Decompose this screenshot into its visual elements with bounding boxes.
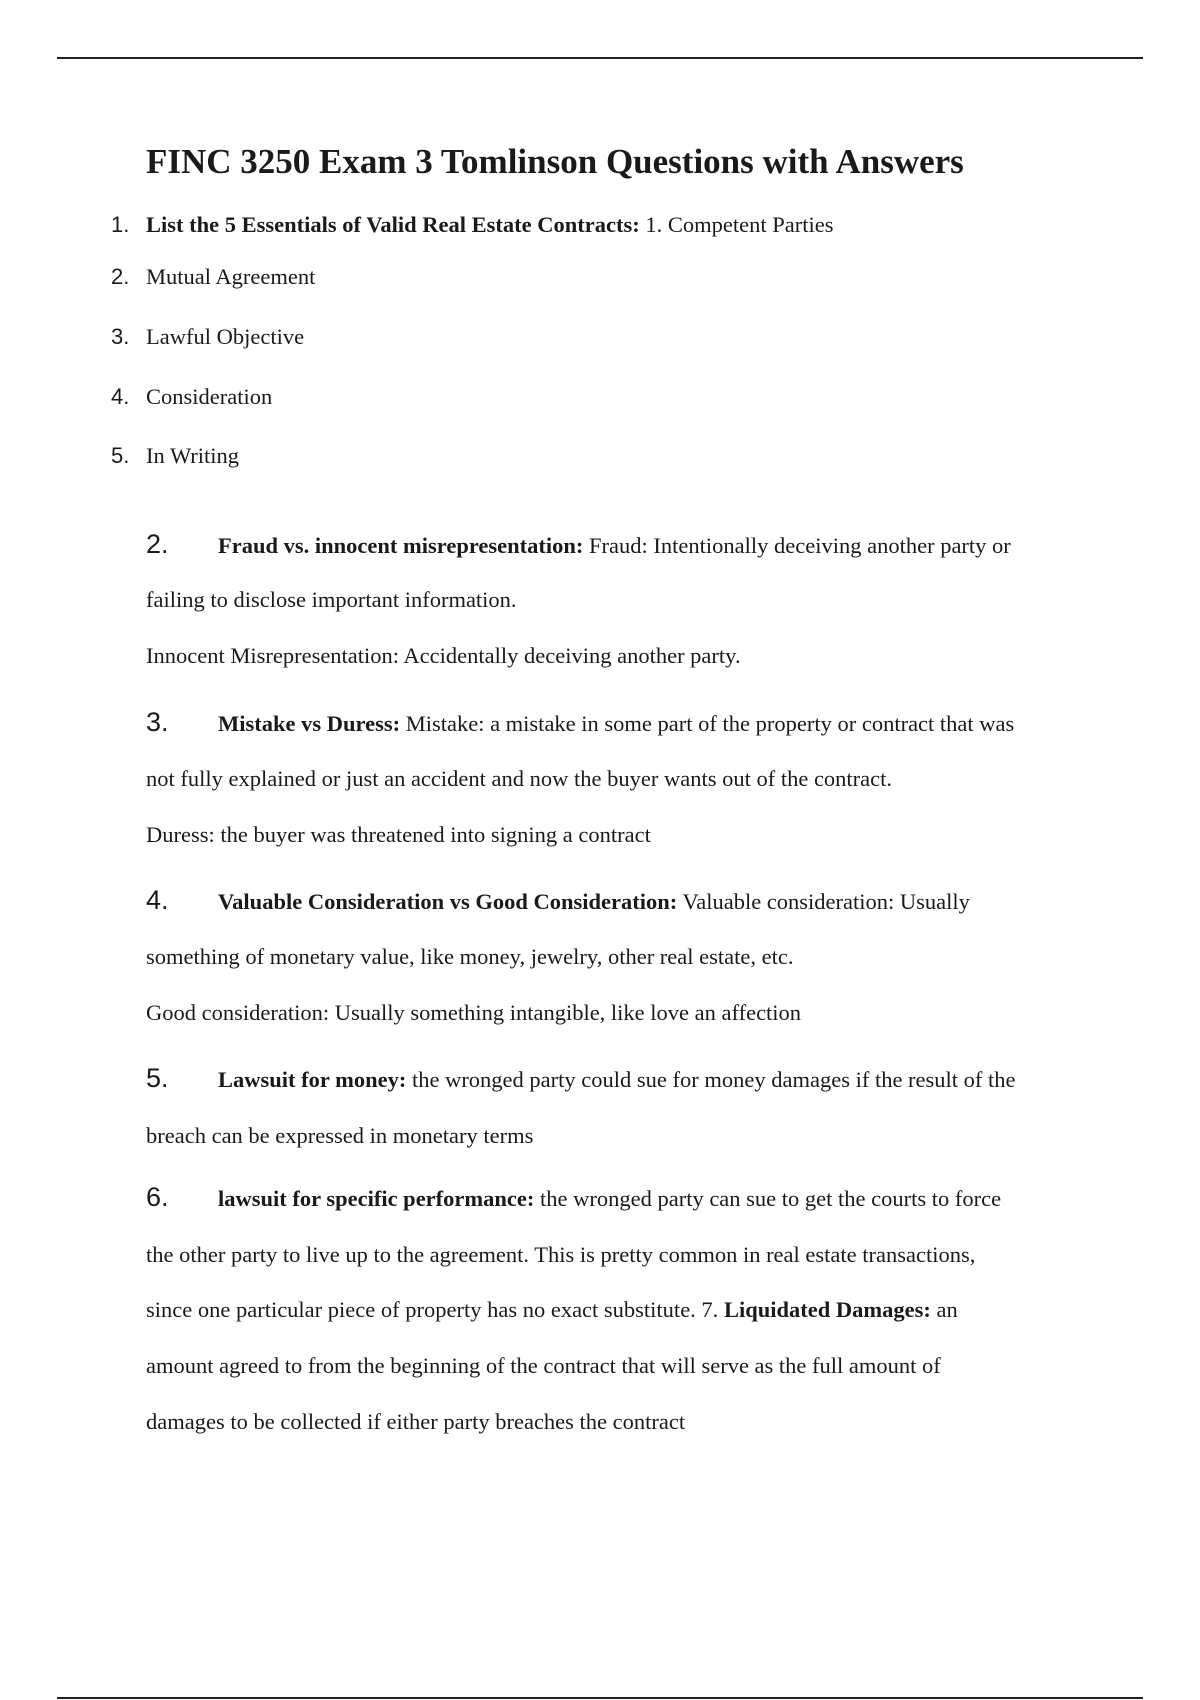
list-number: 3. — [111, 324, 130, 349]
answer-text: an — [930, 1297, 958, 1322]
answer-line: failing to disclose important information. — [146, 587, 517, 612]
answer-text: Valuable consideration: Usually — [677, 889, 970, 914]
answer-text: the wronged party could sue for money damages if the result of the — [406, 1067, 1016, 1092]
term: Valuable Consideration vs Good Consideration: — [218, 889, 678, 914]
answer-line: not fully explained or just an accident and now the buyer wants out of the contract. — [146, 766, 893, 791]
question-line — [218, 887, 970, 917]
term: Lawsuit for money: — [218, 1067, 407, 1092]
term: Mistake vs Duress: — [218, 711, 401, 736]
answer-line: something of monetary value, like money, jewelry, other real estate, etc. — [146, 944, 794, 969]
question-line — [218, 1184, 1001, 1214]
answer-line: amount agreed to from the beginning of the contract that will serve as the full amount of — [146, 1353, 941, 1378]
answer-line: the other party to live up to the agreement. This is pretty common in real estate transactions, — [146, 1242, 976, 1267]
list-number: 5. — [111, 443, 130, 468]
top-rule — [57, 57, 1143, 59]
answer-line: Duress: the buyer was threatened into signing a contract — [146, 822, 651, 847]
answer-line — [146, 1295, 958, 1325]
term: lawsuit for specific performance: — [218, 1186, 535, 1211]
question-number: 4. — [146, 885, 169, 915]
term: Liquidated Damages: — [723, 1297, 931, 1322]
question-line — [218, 709, 1014, 739]
question-number: 3. — [146, 707, 169, 737]
answer-line: damages to be collected if either party breaches the contract — [146, 1409, 686, 1434]
bottom-rule — [57, 1697, 1143, 1699]
list-item: Lawful Objective — [146, 324, 305, 349]
answer-text: Fraud: Intentionally deceiving another party or — [583, 533, 1011, 558]
question-number: 2. — [146, 529, 169, 559]
answer-text: Mistake: a mistake in some part of the property or contract that was — [400, 711, 1015, 736]
answer-line: Innocent Misrepresentation: Accidentally deceiving another party. — [146, 643, 741, 668]
answer-text: 1. Competent Parties — [639, 212, 834, 237]
page-title: FINC 3250 Exam 3 Tomlinson Questions with Answers — [146, 142, 964, 181]
question-number: 6. — [146, 1182, 169, 1212]
list-number: 2. — [111, 264, 130, 289]
term: Fraud vs. innocent misrepresentation: — [218, 533, 584, 558]
question-line — [218, 1065, 1016, 1095]
term: List the 5 Essentials of Valid Real Estate Contracts: — [146, 212, 640, 237]
answer-line: Good consideration: Usually something intangible, like love an affection — [146, 1000, 802, 1025]
list-item: Mutual Agreement — [146, 264, 316, 289]
list-number: 1. — [111, 212, 130, 237]
question-line — [218, 531, 1011, 561]
list-item: In Writing — [146, 443, 240, 468]
list-number: 4. — [111, 384, 130, 409]
question-number: 5. — [146, 1063, 169, 1093]
list-item — [146, 210, 833, 240]
answer-text: since one particular piece of property has no exact substitute. 7. — [146, 1297, 724, 1322]
answer-line: breach can be expressed in monetary terms — [146, 1123, 534, 1148]
answer-text: the wronged party can sue to get the courts to force — [534, 1186, 1002, 1211]
list-item: Consideration — [146, 384, 273, 409]
